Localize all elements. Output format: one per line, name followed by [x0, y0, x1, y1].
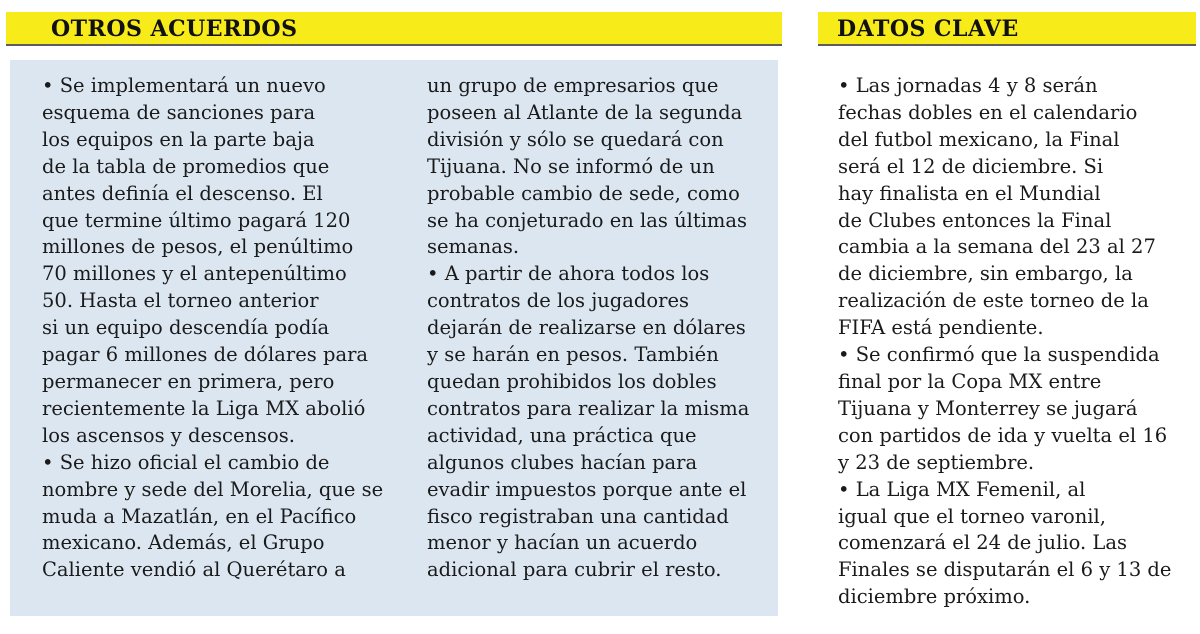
text-line: comenzará el 24 de julio. Las — [838, 531, 1127, 555]
otros-acuerdos-column-1 — [42, 73, 383, 584]
text-line: un grupo de empresarios que — [427, 74, 719, 97]
datos-clave-title: DATOS CLAVE — [837, 16, 1019, 42]
text-line: semanas. — [427, 235, 520, 259]
datos-clave-header — [818, 12, 1196, 46]
text-line: adicional para cubrir el resto. — [427, 558, 722, 582]
text-line: del futbol mexicano, la Final — [838, 127, 1120, 151]
text-line: y se harán en pesos. También — [427, 343, 719, 367]
text-line: con partidos de ida y vuelta el 16 — [838, 423, 1168, 447]
text-line: algunos clubes hacían para — [427, 450, 698, 474]
text-line: los equipos en la parte baja — [42, 127, 315, 151]
text-line: • Se confirmó que la suspendida — [838, 343, 1160, 367]
text-line: Caliente vendió al Querétaro a — [42, 558, 346, 582]
text-line: fechas dobles en el calendario — [838, 100, 1138, 124]
text-line: que termine último pagará 120 — [42, 208, 351, 232]
text-line: permanecer en primera, pero — [42, 369, 335, 393]
text-line: 70 millones y el antepenúltimo — [42, 262, 347, 286]
text-line: • Se hizo oficial el cambio de — [42, 450, 330, 474]
text-line: recientemente la Liga MX abolió — [42, 396, 366, 420]
text-line: y 23 de septiembre. — [838, 450, 1035, 474]
text-line: pagar 6 millones de dólares para — [42, 343, 369, 367]
text-line: poseen al Atlante de la segunda — [427, 100, 743, 124]
text-line: de diciembre, sin embargo, la — [838, 262, 1133, 286]
text-line: muda a Mazatlán, en el Pacífico — [42, 504, 357, 528]
text-line: de la tabla de promedios que — [42, 154, 330, 178]
text-line: diciembre próximo. — [838, 585, 1031, 609]
text-line: • A partir de ahora todos los — [427, 262, 710, 286]
text-line: si un equipo descendía podía — [42, 316, 330, 340]
text-line: de Clubes entonces la Final — [838, 208, 1112, 232]
text-line: contratos de los jugadores — [427, 289, 689, 313]
text-line: se ha conjeturado en las últimas — [427, 208, 748, 232]
text-line: actividad, una práctica que — [427, 423, 697, 447]
text-line: evadir impuestos porque ante el — [427, 477, 747, 501]
text-line: antes definía el descenso. El — [42, 181, 323, 205]
otros-acuerdos-header — [6, 12, 782, 46]
text-line: nombre y sede del Morelia, que se — [42, 477, 384, 501]
otros-acuerdos-title: OTROS ACUERDOS — [51, 16, 298, 42]
text-line: • Se implementará un nuevo — [42, 74, 326, 97]
text-line: • Las jornadas 4 y 8 serán — [838, 74, 1098, 97]
text-line: división y sólo se quedará con — [427, 127, 724, 151]
text-line: probable cambio de sede, como — [427, 181, 740, 205]
text-line: los ascensos y descensos. — [42, 423, 296, 447]
text-line: menor y hacían un acuerdo — [427, 531, 698, 555]
text-line: mexicano. Además, el Grupo — [42, 531, 325, 555]
text-line: cambia a la semana del 23 al 27 — [838, 235, 1156, 259]
text-line: quedan prohibidos los dobles — [427, 369, 717, 393]
text-line: será el 12 de diciembre. Si — [838, 154, 1104, 178]
text-line: • La Liga MX Femenil, al — [838, 477, 1086, 501]
text-line: esquema de sanciones para — [42, 100, 316, 124]
text-line: millones de pesos, el penúltimo — [42, 235, 354, 259]
datos-clave-column — [838, 73, 1171, 611]
text-line: dejarán de realizarse en dólares — [427, 316, 746, 340]
text-line: realización de este torneo de la — [838, 289, 1149, 313]
otros-acuerdos-column-2 — [427, 73, 749, 584]
text-line: Tijuana y Monterrey se jugará — [838, 396, 1138, 420]
text-line: hay finalista en el Mundial — [838, 181, 1101, 205]
text-line: fisco registraban una cantidad — [427, 504, 729, 528]
text-line: Finales se disputarán el 6 y 13 de — [838, 558, 1172, 582]
text-line: 50. Hasta el torneo anterior — [42, 289, 319, 313]
text-line: Tijuana. No se informó de un — [427, 154, 715, 178]
text-line: final por la Copa MX entre — [838, 369, 1102, 393]
text-line: contratos para realizar la misma — [427, 396, 750, 420]
text-line: igual que el torneo varonil, — [838, 504, 1106, 528]
text-line: FIFA está pendiente. — [838, 316, 1044, 340]
